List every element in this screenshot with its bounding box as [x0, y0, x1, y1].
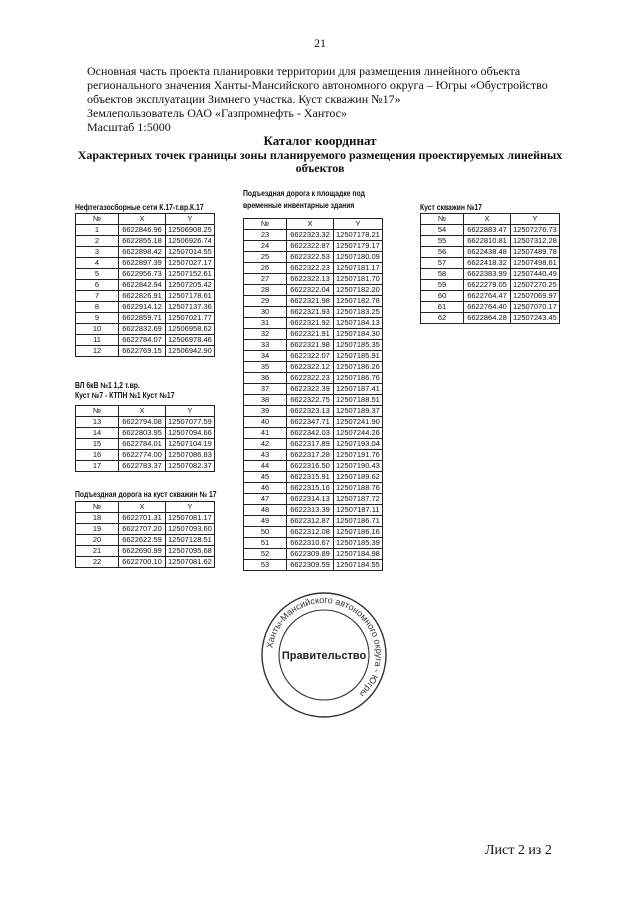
table-row — [421, 280, 560, 291]
table-row — [421, 236, 560, 247]
point-number: 5 — [76, 269, 119, 280]
coord-x: 6622323.32 — [287, 230, 334, 241]
col-header-y: Y — [166, 406, 215, 417]
coord-y: 12507182.78 — [334, 296, 383, 307]
col-header-x: X — [119, 214, 166, 225]
point-number: 48 — [244, 505, 287, 516]
coord-y: 12507185.91 — [334, 351, 383, 362]
table-row — [244, 384, 383, 395]
coord-x: 6622321.92 — [287, 318, 334, 329]
col-header-n: № — [421, 214, 464, 225]
point-number: 56 — [421, 247, 464, 258]
coord-x: 6622783.37 — [119, 461, 166, 472]
table-row — [421, 258, 560, 269]
table-row — [244, 241, 383, 252]
coord-x: 6622864.28 — [464, 313, 511, 324]
table-row — [244, 406, 383, 417]
coord-x: 6622309.59 — [287, 560, 334, 571]
point-number: 42 — [244, 439, 287, 450]
coord-x: 6622322.04 — [287, 285, 334, 296]
intro-line: Основная часть проекта планировки территории для размещения линейного объекта — [87, 64, 521, 78]
coord-y: 12507086.83 — [166, 450, 215, 461]
point-number: 16 — [76, 450, 119, 461]
coord-x: 6622321.98 — [287, 296, 334, 307]
coord-y: 12507181.70 — [334, 274, 383, 285]
coord-x: 6622315.16 — [287, 483, 334, 494]
coord-x: 6622859.71 — [119, 313, 166, 324]
table-row — [244, 351, 383, 362]
col-header-x: X — [464, 214, 511, 225]
coord-x: 6622322.87 — [287, 241, 334, 252]
coord-x: 6622321.93 — [287, 307, 334, 318]
table2-caption: Куст №7 - КТПН №1 Куст №17 — [75, 391, 175, 400]
point-number: 9 — [76, 313, 119, 324]
table-row — [421, 291, 560, 302]
point-number: 61 — [421, 302, 464, 313]
coord-x: 6622784.01 — [119, 439, 166, 450]
coord-x: 6622312.08 — [287, 527, 334, 538]
table-row — [76, 535, 215, 546]
table-row — [244, 329, 383, 340]
coord-y: 12507187.41 — [334, 384, 383, 395]
point-number: 34 — [244, 351, 287, 362]
coord-x: 6622322.13 — [287, 274, 334, 285]
table-row — [244, 252, 383, 263]
table-row — [421, 247, 560, 258]
coord-y: 12507093.60 — [166, 524, 215, 535]
coord-y: 12507094.66 — [166, 428, 215, 439]
coord-y: 12507027.17 — [166, 258, 215, 269]
table-row — [421, 313, 560, 324]
table-row — [244, 560, 383, 571]
table-row — [76, 450, 215, 461]
coord-x: 6622622.59 — [119, 535, 166, 546]
coord-y: 12507070.17 — [511, 302, 560, 313]
table-row — [76, 280, 215, 291]
table4-caption: Подъездная дорога к площадке под — [243, 189, 365, 198]
coord-y: 12507082.37 — [166, 461, 215, 472]
table-row — [76, 461, 215, 472]
coord-y: 12507276.73 — [511, 225, 560, 236]
coord-x: 6622794.08 — [119, 417, 166, 428]
table-row — [244, 296, 383, 307]
point-number: 27 — [244, 274, 287, 285]
point-number: 23 — [244, 230, 287, 241]
sheet-label: Лист 2 из 2 — [485, 843, 552, 858]
catalog-subtitle-line: объектов — [295, 161, 345, 175]
coord-x: 6622316.50 — [287, 461, 334, 472]
coord-x: 6622321.98 — [287, 340, 334, 351]
point-number: 18 — [76, 513, 119, 524]
coord-x: 6622846.96 — [119, 225, 166, 236]
coord-x: 6622323.13 — [287, 406, 334, 417]
coord-y: 12507014.55 — [166, 247, 215, 258]
coord-y: 12507193.04 — [334, 439, 383, 450]
coord-table-2 — [75, 405, 215, 472]
point-number: 12 — [76, 346, 119, 357]
coord-x: 6622314.13 — [287, 494, 334, 505]
point-number: 3 — [76, 247, 119, 258]
coord-x: 6622842.94 — [119, 280, 166, 291]
coord-table-4 — [243, 218, 383, 571]
col-header-y: Y — [511, 214, 560, 225]
coord-x: 6622309.89 — [287, 549, 334, 560]
coord-x: 6622956.73 — [119, 269, 166, 280]
table-row — [76, 346, 215, 357]
table3-caption: Подъездная дорога на куст скважин № 17 — [75, 490, 217, 499]
point-number: 38 — [244, 395, 287, 406]
table-row — [244, 527, 383, 538]
point-number: 21 — [76, 546, 119, 557]
coord-y: 12507183.25 — [334, 307, 383, 318]
col-header-x: X — [119, 502, 166, 513]
coord-y: 12507184.30 — [334, 329, 383, 340]
coord-y: 12507190.43 — [334, 461, 383, 472]
coord-y: 12506978.46 — [166, 335, 215, 346]
table-row — [244, 395, 383, 406]
coord-y: 12507104.19 — [166, 439, 215, 450]
coord-y: 12507178.21 — [334, 230, 383, 241]
table-row — [76, 236, 215, 247]
table2-caption: ВЛ 6кВ №1 1,2 т.вр. — [75, 381, 140, 390]
table-row — [76, 291, 215, 302]
coord-y: 12507498.61 — [511, 258, 560, 269]
coord-y: 12507205.42 — [166, 280, 215, 291]
point-number: 58 — [421, 269, 464, 280]
table-row — [244, 472, 383, 483]
point-number: 30 — [244, 307, 287, 318]
table-row — [76, 428, 215, 439]
intro-line: объектов эксплуатации Зимнего участка. Куст скважин №17» — [87, 92, 401, 106]
seal-center-text: Правительство — [281, 650, 367, 662]
coord-x: 6622769.15 — [119, 346, 166, 357]
coord-x: 6622313.39 — [287, 505, 334, 516]
table-row — [244, 340, 383, 351]
point-number: 51 — [244, 538, 287, 549]
coord-y: 12507186.16 — [334, 527, 383, 538]
point-number: 59 — [421, 280, 464, 291]
coord-table-5 — [420, 213, 560, 324]
coord-y: 12507489.78 — [511, 247, 560, 258]
coord-x: 6622310.67 — [287, 538, 334, 549]
coord-x: 6622322.23 — [287, 373, 334, 384]
table-row — [76, 247, 215, 258]
table-row — [244, 263, 383, 274]
point-number: 6 — [76, 280, 119, 291]
coord-x: 6622383.99 — [464, 269, 511, 280]
point-number: 44 — [244, 461, 287, 472]
table-row — [244, 549, 383, 560]
point-number: 35 — [244, 362, 287, 373]
intro-line: Землепользователь ОАО «Газпромнефть - Хантос» — [87, 106, 347, 120]
col-header-n: № — [76, 406, 119, 417]
table-row — [76, 513, 215, 524]
coord-y: 12507191.76 — [334, 450, 383, 461]
coord-y: 12507186.26 — [334, 362, 383, 373]
coord-x: 6622322.75 — [287, 395, 334, 406]
point-number: 41 — [244, 428, 287, 439]
coord-table-3 — [75, 501, 215, 568]
table-row — [76, 324, 215, 335]
point-number: 20 — [76, 535, 119, 546]
coord-y: 12507178.61 — [166, 291, 215, 302]
coord-y: 12506908.25 — [166, 225, 215, 236]
coord-x: 6622690.99 — [119, 546, 166, 557]
coord-y: 12507188.51 — [334, 395, 383, 406]
coord-table-1 — [75, 213, 215, 357]
point-number: 43 — [244, 450, 287, 461]
point-number: 4 — [76, 258, 119, 269]
coord-y: 12507440.49 — [511, 269, 560, 280]
point-number: 25 — [244, 252, 287, 263]
coord-y: 12507186.76 — [334, 373, 383, 384]
point-number: 55 — [421, 236, 464, 247]
col-header-n: № — [76, 502, 119, 513]
coord-y: 12507189.62 — [334, 472, 383, 483]
coord-x: 6622701.31 — [119, 513, 166, 524]
coord-y: 12507182.20 — [334, 285, 383, 296]
coord-y: 12507184.55 — [334, 560, 383, 571]
coord-y: 12507095.68 — [166, 546, 215, 557]
coord-y: 12506926.74 — [166, 236, 215, 247]
table-row — [76, 302, 215, 313]
table-row — [244, 505, 383, 516]
table-row — [244, 516, 383, 527]
point-number: 53 — [244, 560, 287, 571]
intro-line: Масштаб 1:5000 — [87, 120, 171, 134]
col-header-n: № — [244, 219, 287, 230]
coord-x: 6622774.00 — [119, 450, 166, 461]
coord-x: 6622764.47 — [464, 291, 511, 302]
point-number: 36 — [244, 373, 287, 384]
coord-y: 12507270.25 — [511, 280, 560, 291]
table-row — [244, 373, 383, 384]
table-row — [244, 307, 383, 318]
table-row — [244, 318, 383, 329]
point-number: 39 — [244, 406, 287, 417]
coord-x: 6622418.32 — [464, 258, 511, 269]
coord-y: 12507184.13 — [334, 318, 383, 329]
coord-y: 12507187.11 — [334, 505, 383, 516]
coord-y: 12507241.90 — [334, 417, 383, 428]
coord-y: 12507186.71 — [334, 516, 383, 527]
coord-y: 12507184.98 — [334, 549, 383, 560]
col-header-y: Y — [334, 219, 383, 230]
point-number: 15 — [76, 439, 119, 450]
coord-x: 6622700.10 — [119, 557, 166, 568]
seal-ring-text: Ханты-Мансийского автономного округа - Югры — [264, 594, 385, 700]
coord-x: 6622707.20 — [119, 524, 166, 535]
intro-block — [87, 64, 587, 134]
point-number: 46 — [244, 483, 287, 494]
table-row — [244, 428, 383, 439]
point-number: 62 — [421, 313, 464, 324]
table-row — [244, 417, 383, 428]
coord-x: 6622321.91 — [287, 329, 334, 340]
coord-x: 6622883.47 — [464, 225, 511, 236]
point-number: 28 — [244, 285, 287, 296]
catalog-title: Каталог координат — [263, 133, 377, 148]
coord-x: 6622832.69 — [119, 324, 166, 335]
table-row — [244, 285, 383, 296]
col-header-n: № — [76, 214, 119, 225]
coord-x: 6622897.39 — [119, 258, 166, 269]
coord-x: 6622914.12 — [119, 302, 166, 313]
coord-y: 12507243.45 — [511, 313, 560, 324]
table-row — [244, 494, 383, 505]
point-number: 8 — [76, 302, 119, 313]
coord-y: 12507081.62 — [166, 557, 215, 568]
table-row — [421, 302, 560, 313]
point-number: 40 — [244, 417, 287, 428]
coord-x: 6622342.03 — [287, 428, 334, 439]
point-number: 57 — [421, 258, 464, 269]
coord-x: 6622438.48 — [464, 247, 511, 258]
coord-y: 12507137.36 — [166, 302, 215, 313]
catalog-subtitle — [60, 149, 580, 175]
point-number: 32 — [244, 329, 287, 340]
point-number: 24 — [244, 241, 287, 252]
table-row — [76, 313, 215, 324]
coord-y: 12507189.37 — [334, 406, 383, 417]
point-number: 11 — [76, 335, 119, 346]
coord-x: 6622322.12 — [287, 362, 334, 373]
coord-x: 6622322.23 — [287, 263, 334, 274]
coord-x: 6622312.87 — [287, 516, 334, 527]
coord-y: 12506958.62 — [166, 324, 215, 335]
page-number: 21 — [314, 36, 326, 50]
point-number: 7 — [76, 291, 119, 302]
point-number: 50 — [244, 527, 287, 538]
point-number: 47 — [244, 494, 287, 505]
table-row — [76, 225, 215, 236]
coord-x: 6622826.91 — [119, 291, 166, 302]
point-number: 26 — [244, 263, 287, 274]
table-row — [244, 483, 383, 494]
table-row — [76, 258, 215, 269]
coord-x: 6622279.05 — [464, 280, 511, 291]
coord-x: 6622315.91 — [287, 472, 334, 483]
intro-line: регионального значения Ханты-Мансийского автономного округа – Югры «Обустройство — [87, 78, 548, 92]
point-number: 17 — [76, 461, 119, 472]
coord-y: 12506942.90 — [166, 346, 215, 357]
coord-x: 6622347.71 — [287, 417, 334, 428]
point-number: 45 — [244, 472, 287, 483]
coord-x: 6622322.07 — [287, 351, 334, 362]
point-number: 54 — [421, 225, 464, 236]
table-row — [244, 362, 383, 373]
coord-y: 12507181.17 — [334, 263, 383, 274]
table-row — [244, 230, 383, 241]
table-row — [76, 417, 215, 428]
table-row — [421, 269, 560, 280]
point-number: 22 — [76, 557, 119, 568]
coord-x: 6622322.53 — [287, 252, 334, 263]
point-number: 52 — [244, 549, 287, 560]
col-header-x: X — [287, 219, 334, 230]
point-number: 31 — [244, 318, 287, 329]
coord-x: 6622322.39 — [287, 384, 334, 395]
col-header-y: Y — [166, 214, 215, 225]
point-number: 2 — [76, 236, 119, 247]
table-row — [244, 461, 383, 472]
coord-x: 6622764.40 — [464, 302, 511, 313]
catalog-subtitle-line: Характерных точек границы зоны планируемого размещения проектируемых линейных — [77, 148, 563, 162]
point-number: 49 — [244, 516, 287, 527]
table-row — [76, 269, 215, 280]
table-row — [244, 450, 383, 461]
point-number: 37 — [244, 384, 287, 395]
coord-y: 12507152.61 — [166, 269, 215, 280]
coord-x: 6622898.42 — [119, 247, 166, 258]
table-row — [76, 546, 215, 557]
col-header-x: X — [119, 406, 166, 417]
col-header-y: Y — [166, 502, 215, 513]
coord-y: 12507185.35 — [334, 340, 383, 351]
point-number: 10 — [76, 324, 119, 335]
point-number: 1 — [76, 225, 119, 236]
table4-caption: временные инвентарные здания — [243, 201, 355, 210]
coord-y: 12507069.97 — [511, 291, 560, 302]
coord-y: 12507312.28 — [511, 236, 560, 247]
coord-x: 6622317.89 — [287, 439, 334, 450]
coord-y: 12507021.77 — [166, 313, 215, 324]
table5-caption: Куст скважин №17 — [420, 203, 482, 212]
point-number: 19 — [76, 524, 119, 535]
coord-x: 6622810.81 — [464, 236, 511, 247]
coord-y: 12507179.17 — [334, 241, 383, 252]
table-row — [76, 335, 215, 346]
table1-caption: Нефтегазосборные сети К.17-т.вр.К.17 — [75, 203, 204, 212]
coord-y: 12507185.39 — [334, 538, 383, 549]
coord-y: 12507180.09 — [334, 252, 383, 263]
coord-x: 6622803.95 — [119, 428, 166, 439]
coord-y: 12507081.17 — [166, 513, 215, 524]
point-number: 33 — [244, 340, 287, 351]
table-row — [421, 225, 560, 236]
coord-y: 12507128.51 — [166, 535, 215, 546]
official-seal — [259, 590, 389, 720]
table-row — [76, 557, 215, 568]
point-number: 29 — [244, 296, 287, 307]
table-row — [244, 274, 383, 285]
coord-y: 12507187.72 — [334, 494, 383, 505]
table-row — [76, 439, 215, 450]
coord-x: 6622784.07 — [119, 335, 166, 346]
coord-y: 12507188.76 — [334, 483, 383, 494]
table-row — [244, 439, 383, 450]
table-row — [76, 524, 215, 535]
coord-y: 12507244.26 — [334, 428, 383, 439]
coord-x: 6622317.28 — [287, 450, 334, 461]
point-number: 14 — [76, 428, 119, 439]
coord-y: 12507077.59 — [166, 417, 215, 428]
point-number: 60 — [421, 291, 464, 302]
point-number: 13 — [76, 417, 119, 428]
table-row — [244, 538, 383, 549]
coord-x: 6622855.18 — [119, 236, 166, 247]
seal-graphic — [259, 590, 389, 720]
